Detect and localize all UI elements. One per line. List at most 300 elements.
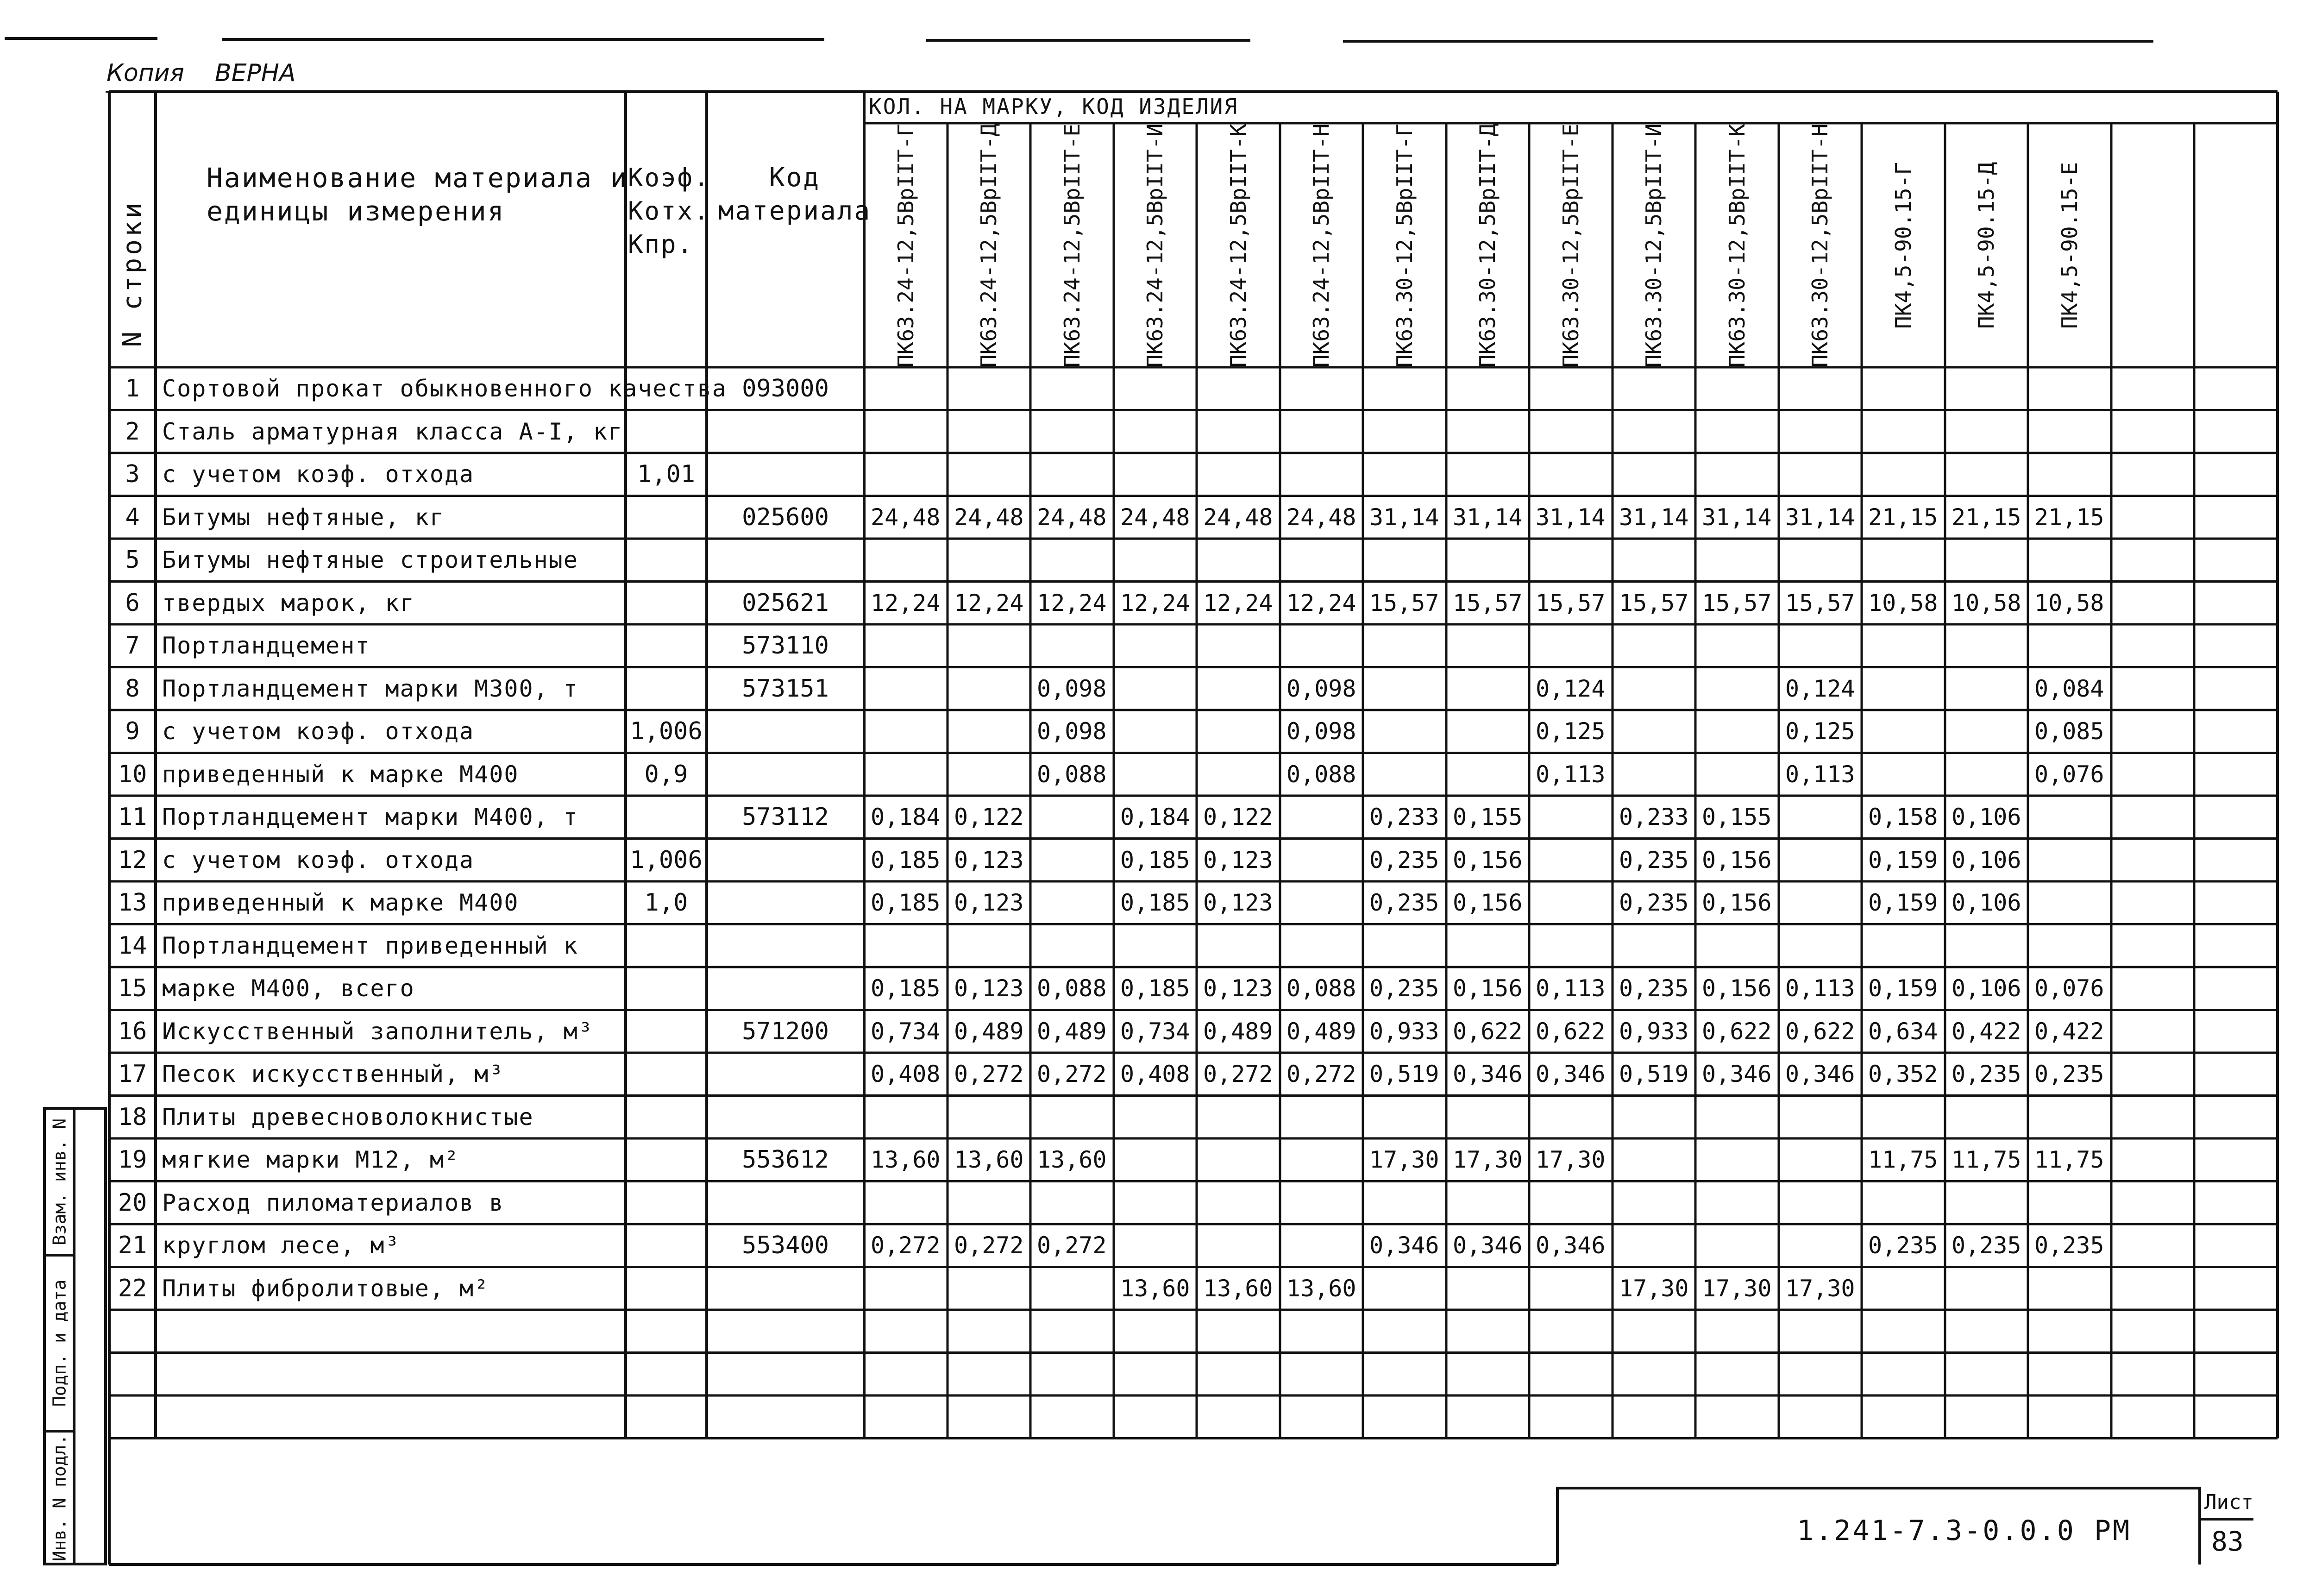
material-name: Плиты фибролитовые, м² — [162, 1275, 489, 1302]
quantity-cell: 0,088 — [1037, 975, 1107, 1002]
quantity-cell: 0,408 — [871, 1061, 941, 1088]
quantity-cell — [1197, 924, 1286, 968]
quantity-cell — [1529, 924, 1619, 968]
quantity-cell: 0,272 — [954, 1232, 1024, 1259]
quantity-cell — [1446, 539, 1536, 582]
quantity-cell — [1862, 1310, 1952, 1353]
quantity-cell — [2194, 582, 2284, 625]
quantity-cell — [864, 624, 954, 667]
quantity-cell — [864, 1267, 954, 1310]
quantity-cell — [2194, 1138, 2284, 1181]
quantity-cell — [1446, 1310, 1536, 1353]
quantity-cell — [1779, 1224, 1868, 1267]
quantity-cell — [1862, 1181, 1952, 1225]
quantity-cell — [2028, 1267, 2118, 1310]
quantity-cell — [2111, 496, 2201, 539]
quantity-cell — [1529, 624, 1619, 667]
quantity-cell — [1030, 539, 1120, 582]
quantity-cell — [1197, 753, 1286, 796]
quantity-cell: 0,124 — [1536, 675, 1606, 702]
quantity-cell — [1945, 539, 2034, 582]
quantity-cell — [864, 924, 954, 968]
quantity-cell — [1030, 1353, 1120, 1396]
material-code: 573151 — [742, 674, 829, 703]
quantity-cell — [1446, 924, 1536, 968]
coefficient — [626, 796, 707, 839]
quantity-cell — [1613, 367, 1702, 410]
quantity-cell — [1529, 1096, 1619, 1139]
coefficient — [626, 1224, 707, 1267]
quantity-cell: 0,098 — [1037, 675, 1107, 702]
quantity-cell: 0,235 — [1369, 846, 1439, 873]
product-header: ПК63.30-12,5ВрIIТ-Д — [1475, 123, 1500, 367]
quantity-cell — [2194, 753, 2284, 796]
quantity-cell — [2028, 1395, 2118, 1439]
material-code: 025621 — [742, 589, 829, 617]
quantity-cell — [2194, 1010, 2284, 1053]
quantity-cell: 13,60 — [1203, 1275, 1273, 1302]
quantity-cell — [2028, 539, 2118, 582]
quantity-cell: 0,235 — [1868, 1232, 1938, 1259]
quantity-cell — [1030, 796, 1120, 839]
quantity-cell — [1613, 1310, 1702, 1353]
row-number — [109, 1310, 156, 1353]
quantity-cell — [2194, 539, 2284, 582]
quantity-cell: 0,184 — [871, 804, 941, 831]
header-name: Наименование материала и единицы измерения — [207, 162, 628, 227]
material-code: 573110 — [742, 632, 829, 660]
quantity-cell: 0,122 — [954, 804, 1024, 831]
quantity-cell — [864, 753, 954, 796]
material-name: Портландцемент марки М300, т — [162, 675, 578, 702]
quantity-cell — [1030, 881, 1120, 924]
material-name: Битумы нефтяные строительные — [162, 547, 578, 574]
quantity-cell — [948, 624, 1037, 667]
quantity-cell — [1695, 667, 1785, 710]
quantity-cell — [1613, 667, 1702, 710]
quantity-cell — [1363, 667, 1453, 710]
quantity-cell — [1529, 410, 1619, 453]
quantity-cell — [1446, 367, 1536, 410]
quantity-cell — [2194, 1310, 2284, 1353]
quantity-cell: 0,422 — [2034, 1018, 2104, 1045]
material-name: приведенный к марке М400 — [162, 760, 519, 788]
quantity-cell — [1529, 881, 1619, 924]
quantity-cell: 0,519 — [1369, 1061, 1439, 1088]
quantity-cell: 0,123 — [954, 889, 1024, 917]
quantity-cell: 31,14 — [1369, 503, 1439, 531]
row-number: 20 — [118, 1188, 147, 1217]
coefficient — [626, 1267, 707, 1310]
quantity-cell — [1446, 453, 1536, 496]
quantity-cell: 17,30 — [1453, 1146, 1523, 1174]
quantity-cell: 0,098 — [1286, 718, 1356, 745]
quantity-cell: 15,57 — [1702, 589, 1772, 616]
quantity-cell — [1945, 1310, 2034, 1353]
quantity-cell: 0,076 — [2034, 760, 2104, 788]
quantity-cell — [2111, 667, 2201, 710]
row-number: 2 — [125, 417, 140, 446]
quantity-cell: 15,57 — [1785, 589, 1855, 616]
quantity-cell — [1613, 924, 1702, 968]
material-name: Песок искусственный, м³ — [162, 1061, 504, 1088]
quantity-cell: 15,57 — [1369, 589, 1439, 616]
quantity-cell: 0,235 — [1952, 1232, 2021, 1259]
quantity-cell: 0,084 — [2034, 675, 2104, 702]
quantity-cell — [864, 367, 954, 410]
quantity-cell — [2028, 1181, 2118, 1225]
quantity-cell — [1280, 410, 1369, 453]
quantity-cell: 0,346 — [1536, 1232, 1606, 1259]
quantity-cell: 0,272 — [1203, 1061, 1273, 1088]
quantity-cell — [1197, 453, 1286, 496]
row-number: 6 — [125, 589, 140, 617]
quantity-cell — [1446, 1353, 1536, 1396]
coefficient — [626, 496, 707, 539]
coefficient — [626, 1395, 707, 1439]
quantity-cell — [1945, 624, 2034, 667]
quantity-cell: 10,58 — [1868, 589, 1938, 616]
quantity-cell — [1114, 667, 1203, 710]
quantity-cell — [1363, 710, 1453, 753]
quantity-cell: 0,235 — [1369, 975, 1439, 1002]
material-code: 093000 — [742, 375, 829, 403]
quantity-cell — [1529, 539, 1619, 582]
quantity-cell: 0,272 — [1037, 1232, 1107, 1259]
row-number — [109, 1353, 156, 1396]
quantity-cell — [2194, 367, 2284, 410]
quantity-cell — [1114, 924, 1203, 968]
quantity-cell: 0,933 — [1619, 1018, 1689, 1045]
quantity-cell — [2111, 1053, 2201, 1096]
quantity-cell: 0,159 — [1868, 846, 1938, 873]
quantity-cell — [1862, 667, 1952, 710]
quantity-cell — [1779, 796, 1868, 839]
material-code: 553400 — [742, 1232, 829, 1260]
quantity-cell: 0,113 — [1785, 975, 1855, 1002]
coefficient — [626, 1010, 707, 1053]
coefficient — [626, 624, 707, 667]
quantity-cell: 0,352 — [1868, 1061, 1938, 1088]
material-code — [707, 753, 864, 796]
quantity-cell: 24,48 — [1120, 503, 1190, 531]
row-number: 1 — [125, 375, 140, 403]
document-code: 1.241-7.3-0.0.0 РМ — [1797, 1514, 2132, 1547]
quantity-cell: 0,156 — [1453, 889, 1523, 917]
quantity-cell: 0,106 — [1952, 975, 2021, 1002]
quantity-cell: 17,30 — [1369, 1146, 1439, 1174]
material-name — [156, 1353, 632, 1396]
quantity-cell — [1613, 1096, 1702, 1139]
quantity-cell: 0,085 — [2034, 718, 2104, 745]
product-header: ПК63.24-12,5ВрIIТ-Е — [1060, 123, 1085, 367]
quantity-cell — [2194, 624, 2284, 667]
quantity-cell: 0,622 — [1702, 1018, 1772, 1045]
quantity-cell — [1779, 1353, 1868, 1396]
quantity-cell: 0,159 — [1868, 975, 1938, 1002]
quantity-cell — [2194, 710, 2284, 753]
product-header: ПК63.30-12,5ВрIIТ-Е — [1558, 123, 1584, 367]
quantity-cell — [2111, 1224, 2201, 1267]
quantity-cell — [1613, 753, 1702, 796]
material-code — [707, 1353, 864, 1396]
quantity-cell — [1862, 367, 1952, 410]
quantity-cell — [1114, 1224, 1203, 1267]
coefficient — [626, 1138, 707, 1181]
quantity-cell — [1945, 1096, 2034, 1139]
quantity-cell: 0,088 — [1286, 760, 1356, 788]
coefficient — [626, 410, 707, 453]
quantity-cell — [1114, 1096, 1203, 1139]
quantity-cell — [1613, 539, 1702, 582]
quantity-cell — [2028, 796, 2118, 839]
quantity-cell — [1862, 453, 1952, 496]
quantity-cell — [1280, 624, 1369, 667]
quantity-cell — [1446, 1096, 1536, 1139]
quantity-cell — [1197, 1181, 1286, 1225]
quantity-cell — [948, 1267, 1037, 1310]
quantity-cell — [1446, 410, 1536, 453]
quantity-cell — [1030, 924, 1120, 968]
top-dash-line — [222, 38, 824, 41]
sheet-label: Лист — [2204, 1490, 2253, 1514]
quantity-cell — [864, 1353, 954, 1396]
quantity-cell — [2111, 1181, 2201, 1225]
quantity-cell — [1363, 1267, 1453, 1310]
quantity-cell — [864, 710, 954, 753]
quantity-cell — [948, 1353, 1037, 1396]
quantity-cell — [948, 1096, 1037, 1139]
material-code — [707, 967, 864, 1010]
quantity-cell — [1280, 839, 1369, 882]
quantity-cell: 0,158 — [1868, 804, 1938, 831]
row-number: 5 — [125, 546, 140, 574]
quantity-cell: 15,57 — [1453, 589, 1523, 616]
quantity-cell — [1779, 1181, 1868, 1225]
quantity-cell: 0,272 — [1037, 1061, 1107, 1088]
material-code — [707, 1310, 864, 1353]
quantity-cell — [1695, 710, 1785, 753]
quantity-cell — [2194, 1267, 2284, 1310]
quantity-cell: 31,14 — [1619, 503, 1689, 531]
quantity-cell: 10,58 — [1952, 589, 2021, 616]
quantity-cell — [1779, 1395, 1868, 1439]
quantity-cell — [2194, 667, 2284, 710]
quantity-cell — [1363, 1096, 1453, 1139]
material-name: приведенный к марке М400 — [162, 889, 519, 917]
product-header: ПК4,5-90.15-Г — [1891, 162, 1916, 329]
quantity-cell — [864, 1310, 954, 1353]
quantity-cell — [1779, 1310, 1868, 1353]
material-code — [707, 453, 864, 496]
row-number: 17 — [118, 1060, 147, 1088]
quantity-cell — [1446, 624, 1536, 667]
quantity-cell — [1862, 710, 1952, 753]
coefficient: 1,01 — [637, 460, 696, 489]
quantity-cell — [948, 924, 1037, 968]
material-name: круглом лесе, м³ — [162, 1232, 400, 1259]
quantity-cell — [1197, 1138, 1286, 1181]
quantity-cell: 24,48 — [1286, 503, 1356, 531]
quantity-cell — [1030, 1267, 1120, 1310]
quantity-cell — [1945, 1353, 2034, 1396]
material-name: Расход пиломатериалов в — [162, 1189, 504, 1216]
quantity-cell — [1529, 1353, 1619, 1396]
quantity-cell: 0,489 — [1203, 1018, 1273, 1045]
product-header: ПК63.24-12,5ВрIIТ-Г — [893, 123, 919, 367]
quantity-cell: 0,622 — [1536, 1018, 1606, 1045]
quantity-cell — [1280, 1096, 1369, 1139]
quantity-cell: 0,123 — [954, 846, 1024, 873]
quantity-cell — [2111, 839, 2201, 882]
quantity-cell — [1695, 453, 1785, 496]
coefficient — [626, 924, 707, 968]
quantity-cell — [1363, 924, 1453, 968]
quantity-cell: 12,24 — [871, 589, 941, 616]
quantity-cell — [1862, 410, 1952, 453]
quantity-cell — [2111, 453, 2201, 496]
material-name: Сортовой прокат обыкновенного качества — [162, 375, 727, 402]
quantity-cell — [1945, 453, 2034, 496]
quantity-cell — [2194, 1395, 2284, 1439]
quantity-cell — [1695, 753, 1785, 796]
quantity-cell — [948, 1395, 1037, 1439]
quantity-cell — [1945, 1267, 2034, 1310]
quantity-cell — [864, 539, 954, 582]
row-number: 22 — [118, 1274, 147, 1302]
quantity-cell: 0,098 — [1037, 718, 1107, 745]
quantity-cell: 0,123 — [1203, 975, 1273, 1002]
quantity-cell — [1197, 1310, 1286, 1353]
quantity-cell — [1197, 539, 1286, 582]
quantity-cell — [1197, 1096, 1286, 1139]
material-code — [707, 710, 864, 753]
quantity-cell: 0,233 — [1369, 804, 1439, 831]
quantity-cell — [2028, 839, 2118, 882]
quantity-cell — [2111, 1267, 2201, 1310]
quantity-cell — [1613, 624, 1702, 667]
quantity-cell — [2111, 1096, 2201, 1139]
quantity-cell — [1446, 1181, 1536, 1225]
quantity-cell — [1363, 1310, 1453, 1353]
quantity-cell — [1945, 1181, 2034, 1225]
material-name: твердых марок, кг — [162, 589, 415, 616]
quantity-cell: 0,123 — [1203, 846, 1273, 873]
quantity-cell: 0,113 — [1785, 760, 1855, 788]
quantity-cell — [1862, 1395, 1952, 1439]
side-stamp — [42, 1107, 107, 1565]
quantity-cell: 0,123 — [1203, 889, 1273, 917]
product-header: ПК63.30-12,5ВрIIТ-К — [1725, 123, 1750, 367]
quantity-cell: 0,125 — [1536, 718, 1606, 745]
quantity-cell — [1030, 624, 1120, 667]
quantity-cell: 0,185 — [871, 846, 941, 873]
quantity-cell — [1446, 667, 1536, 710]
material-code — [707, 924, 864, 968]
quantity-cell — [948, 453, 1037, 496]
quantity-cell: 0,184 — [1120, 804, 1190, 831]
quantity-cell — [1197, 410, 1286, 453]
quantity-cell: 0,156 — [1453, 846, 1523, 873]
quantity-cell: 12,24 — [1203, 589, 1273, 616]
header-row-no: N строки — [117, 200, 148, 347]
coefficient — [626, 1353, 707, 1396]
quantity-cell: 0,634 — [1868, 1018, 1938, 1045]
quantity-cell — [1779, 453, 1868, 496]
quantity-cell — [2028, 367, 2118, 410]
product-header: ПК63.30-12,5ВрIIТ-И — [1641, 123, 1667, 367]
material-code — [707, 839, 864, 882]
quantity-cell: 0,098 — [1286, 675, 1356, 702]
quantity-cell: 0,734 — [1120, 1018, 1190, 1045]
quantity-cell: 24,48 — [1037, 503, 1107, 531]
row-number — [109, 1395, 156, 1439]
quantity-cell — [2194, 410, 2284, 453]
quantity-cell — [1030, 1096, 1120, 1139]
quantity-cell — [1695, 1353, 1785, 1396]
product-header: ПК4,5-90.15-Е — [2057, 162, 2082, 329]
quantity-cell: 24,48 — [871, 503, 941, 531]
material-name: Сталь арматурная класса А-I, кг — [162, 418, 623, 445]
quantity-cell: 11,75 — [2034, 1146, 2104, 1174]
quantity-cell: 0,155 — [1453, 804, 1523, 831]
material-code: 571200 — [742, 1017, 829, 1045]
quantity-cell — [1114, 1395, 1203, 1439]
quantity-cell — [1363, 1395, 1453, 1439]
quantity-cell: 0,346 — [1702, 1061, 1772, 1088]
quantity-cell — [1030, 1181, 1120, 1225]
quantity-cell: 31,14 — [1785, 503, 1855, 531]
quantity-cell — [1280, 1138, 1369, 1181]
quantity-cell — [1862, 753, 1952, 796]
quantity-cell — [2028, 924, 2118, 968]
quantity-cell: 24,48 — [1203, 503, 1273, 531]
quantity-cell — [1779, 367, 1868, 410]
quantity-cell — [1363, 539, 1453, 582]
material-code: 573112 — [742, 803, 829, 831]
quantity-cell: 0,235 — [2034, 1232, 2104, 1259]
quantity-cell: 0,113 — [1536, 760, 1606, 788]
quantity-cell — [1446, 710, 1536, 753]
material-name: Портландцемент приведенный к — [162, 932, 578, 959]
quantity-cell — [1779, 410, 1868, 453]
quantity-cell: 13,60 — [1037, 1146, 1107, 1174]
coefficient — [626, 667, 707, 710]
quantity-cell — [1529, 453, 1619, 496]
quantity-cell — [1363, 1353, 1453, 1396]
quantity-cell: 15,57 — [1536, 589, 1606, 616]
quantity-cell — [2111, 753, 2201, 796]
material-name: с учетом коэф. отхода — [162, 846, 475, 873]
material-name: Плиты древесноволокнистые — [162, 1103, 534, 1131]
quantity-cell — [1197, 1395, 1286, 1439]
material-name — [156, 1395, 632, 1439]
quantity-cell — [2111, 1310, 2201, 1353]
quantity-cell — [1363, 410, 1453, 453]
material-code — [707, 1096, 864, 1139]
quantity-cell: 31,14 — [1453, 503, 1523, 531]
quantity-cell — [2028, 1353, 2118, 1396]
quantity-cell — [2194, 453, 2284, 496]
product-header: ПК63.24-12,5ВрIIТ-Н — [1309, 123, 1334, 367]
quantity-cell — [2194, 1181, 2284, 1225]
coefficient: 1,006 — [630, 846, 703, 874]
quantity-cell — [1862, 1096, 1952, 1139]
quantity-cell — [1613, 1395, 1702, 1439]
quantity-cell — [1945, 753, 2034, 796]
quantity-cell — [1613, 410, 1702, 453]
quantity-cell: 0,235 — [1952, 1061, 2021, 1088]
